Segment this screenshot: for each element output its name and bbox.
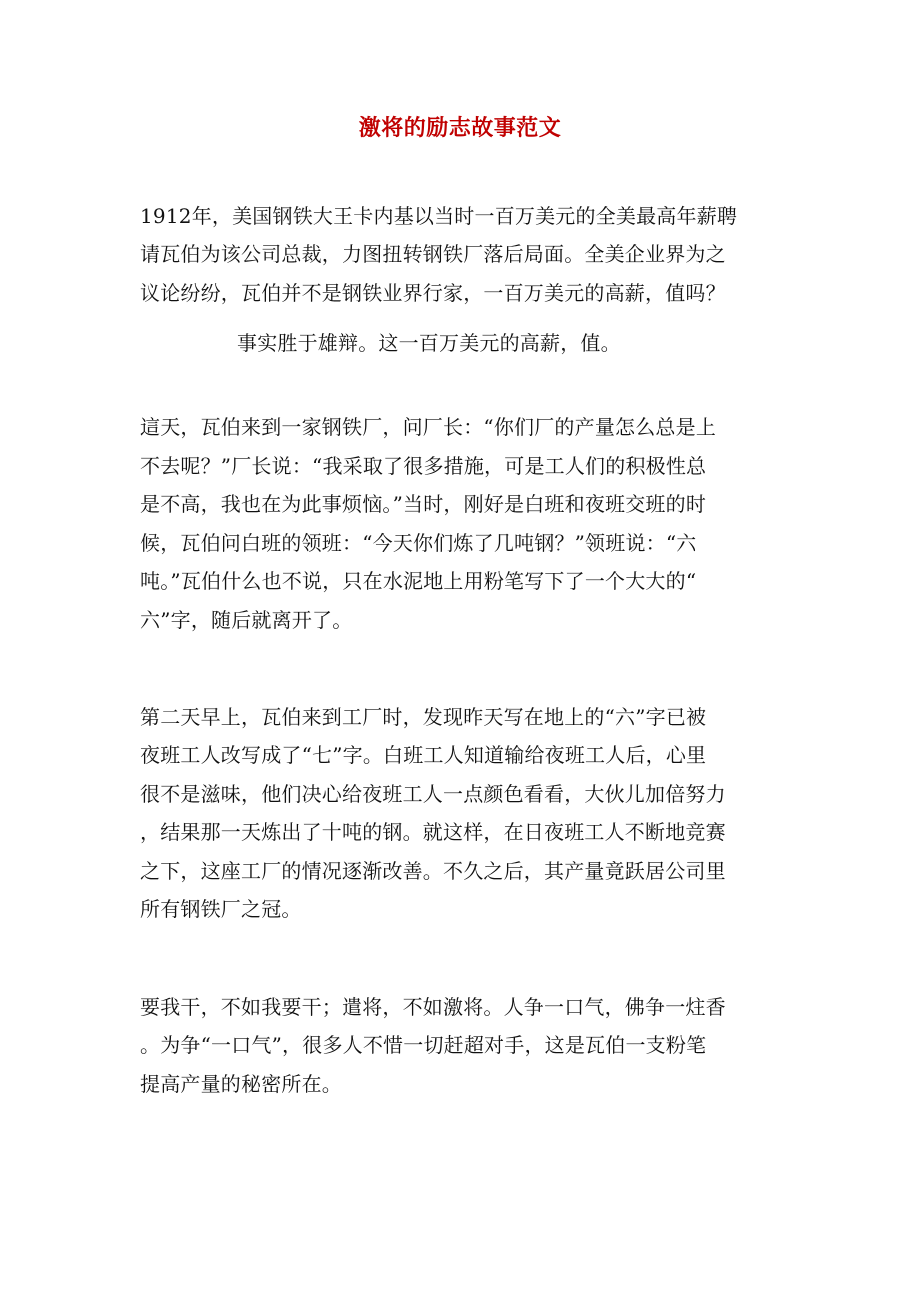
paragraph-1-line-2: 请瓦伯为该公司总裁，力图扭转钢铁厂落后局面。全美企业界为之 xyxy=(140,242,726,266)
paragraph-4-line-3: 提高产量的秘密所在。 xyxy=(140,1072,342,1096)
paragraph-4-line-1: 要我干，不如我要干；遣将，不如激将。人争一口气，佛争一炷香 xyxy=(140,995,726,1019)
paragraph-2-line-4: 候，瓦伯问白班的领班：“今天你们炼了几吨钢？”领班说：“六 xyxy=(140,531,697,555)
paragraph-1-line-4: 事实胜于雄辩。这一百万美元的高薪，值。 xyxy=(237,331,621,355)
paragraph-3-line-5: 之下，这座工厂的情况逐渐改善。不久之后，其产量竟跃居公司里 xyxy=(140,859,726,883)
paragraph-2-line-5: 吨。”瓦伯什么也不说，只在水泥地上用粉笔写下了一个大大的“ xyxy=(140,569,697,593)
paragraph-2-line-1: 這天，瓦伯来到一家钢铁厂，问厂长：“你们厂的产量怎么总是上 xyxy=(140,415,717,439)
document-title: 激将的励志故事范文 xyxy=(358,115,562,141)
paragraph-3-line-3: 很不是滋味，他们决心给夜班工人一点颜色看看，大伙儿加倍努力 xyxy=(140,782,726,806)
paragraph-4-line-2: 。为争“一口气”，很多人不惜一切赶超对手，这是瓦伯一支粉笔 xyxy=(140,1033,707,1057)
paragraph-2-line-2: 不去呢？”厂长说：“我采取了很多措施，可是工人们的积极性总 xyxy=(140,454,707,478)
paragraph-2-line-3: 是不高，我也在为此事烦恼。”当时，刚好是白班和夜班交班的时 xyxy=(140,492,707,516)
paragraph-2-line-6: 六”字，随后就离开了。 xyxy=(140,608,353,632)
paragraph-1-line-3: 议论纷纷，瓦伯并不是钢铁业界行家，一百万美元的高薪，值吗？ xyxy=(140,281,726,305)
paragraph-3-line-6: 所有钢铁厂之冠。 xyxy=(140,897,302,921)
paragraph-3-line-1: 第二天早上，瓦伯来到工厂时，发现昨天写在地上的“六”字已被 xyxy=(140,705,707,729)
paragraph-3-line-4: ，结果那一天炼出了十吨的钢。就这样，在日夜班工人不断地竞赛 xyxy=(140,820,726,844)
paragraph-1-line-1: 1912年，美国钢铁大王卡内基以当时一百万美元的全美最高年薪聘 xyxy=(140,204,738,228)
paragraph-3-line-2: 夜班工人改写成了“七”字。白班工人知道输给夜班工人后，心里 xyxy=(140,743,707,767)
